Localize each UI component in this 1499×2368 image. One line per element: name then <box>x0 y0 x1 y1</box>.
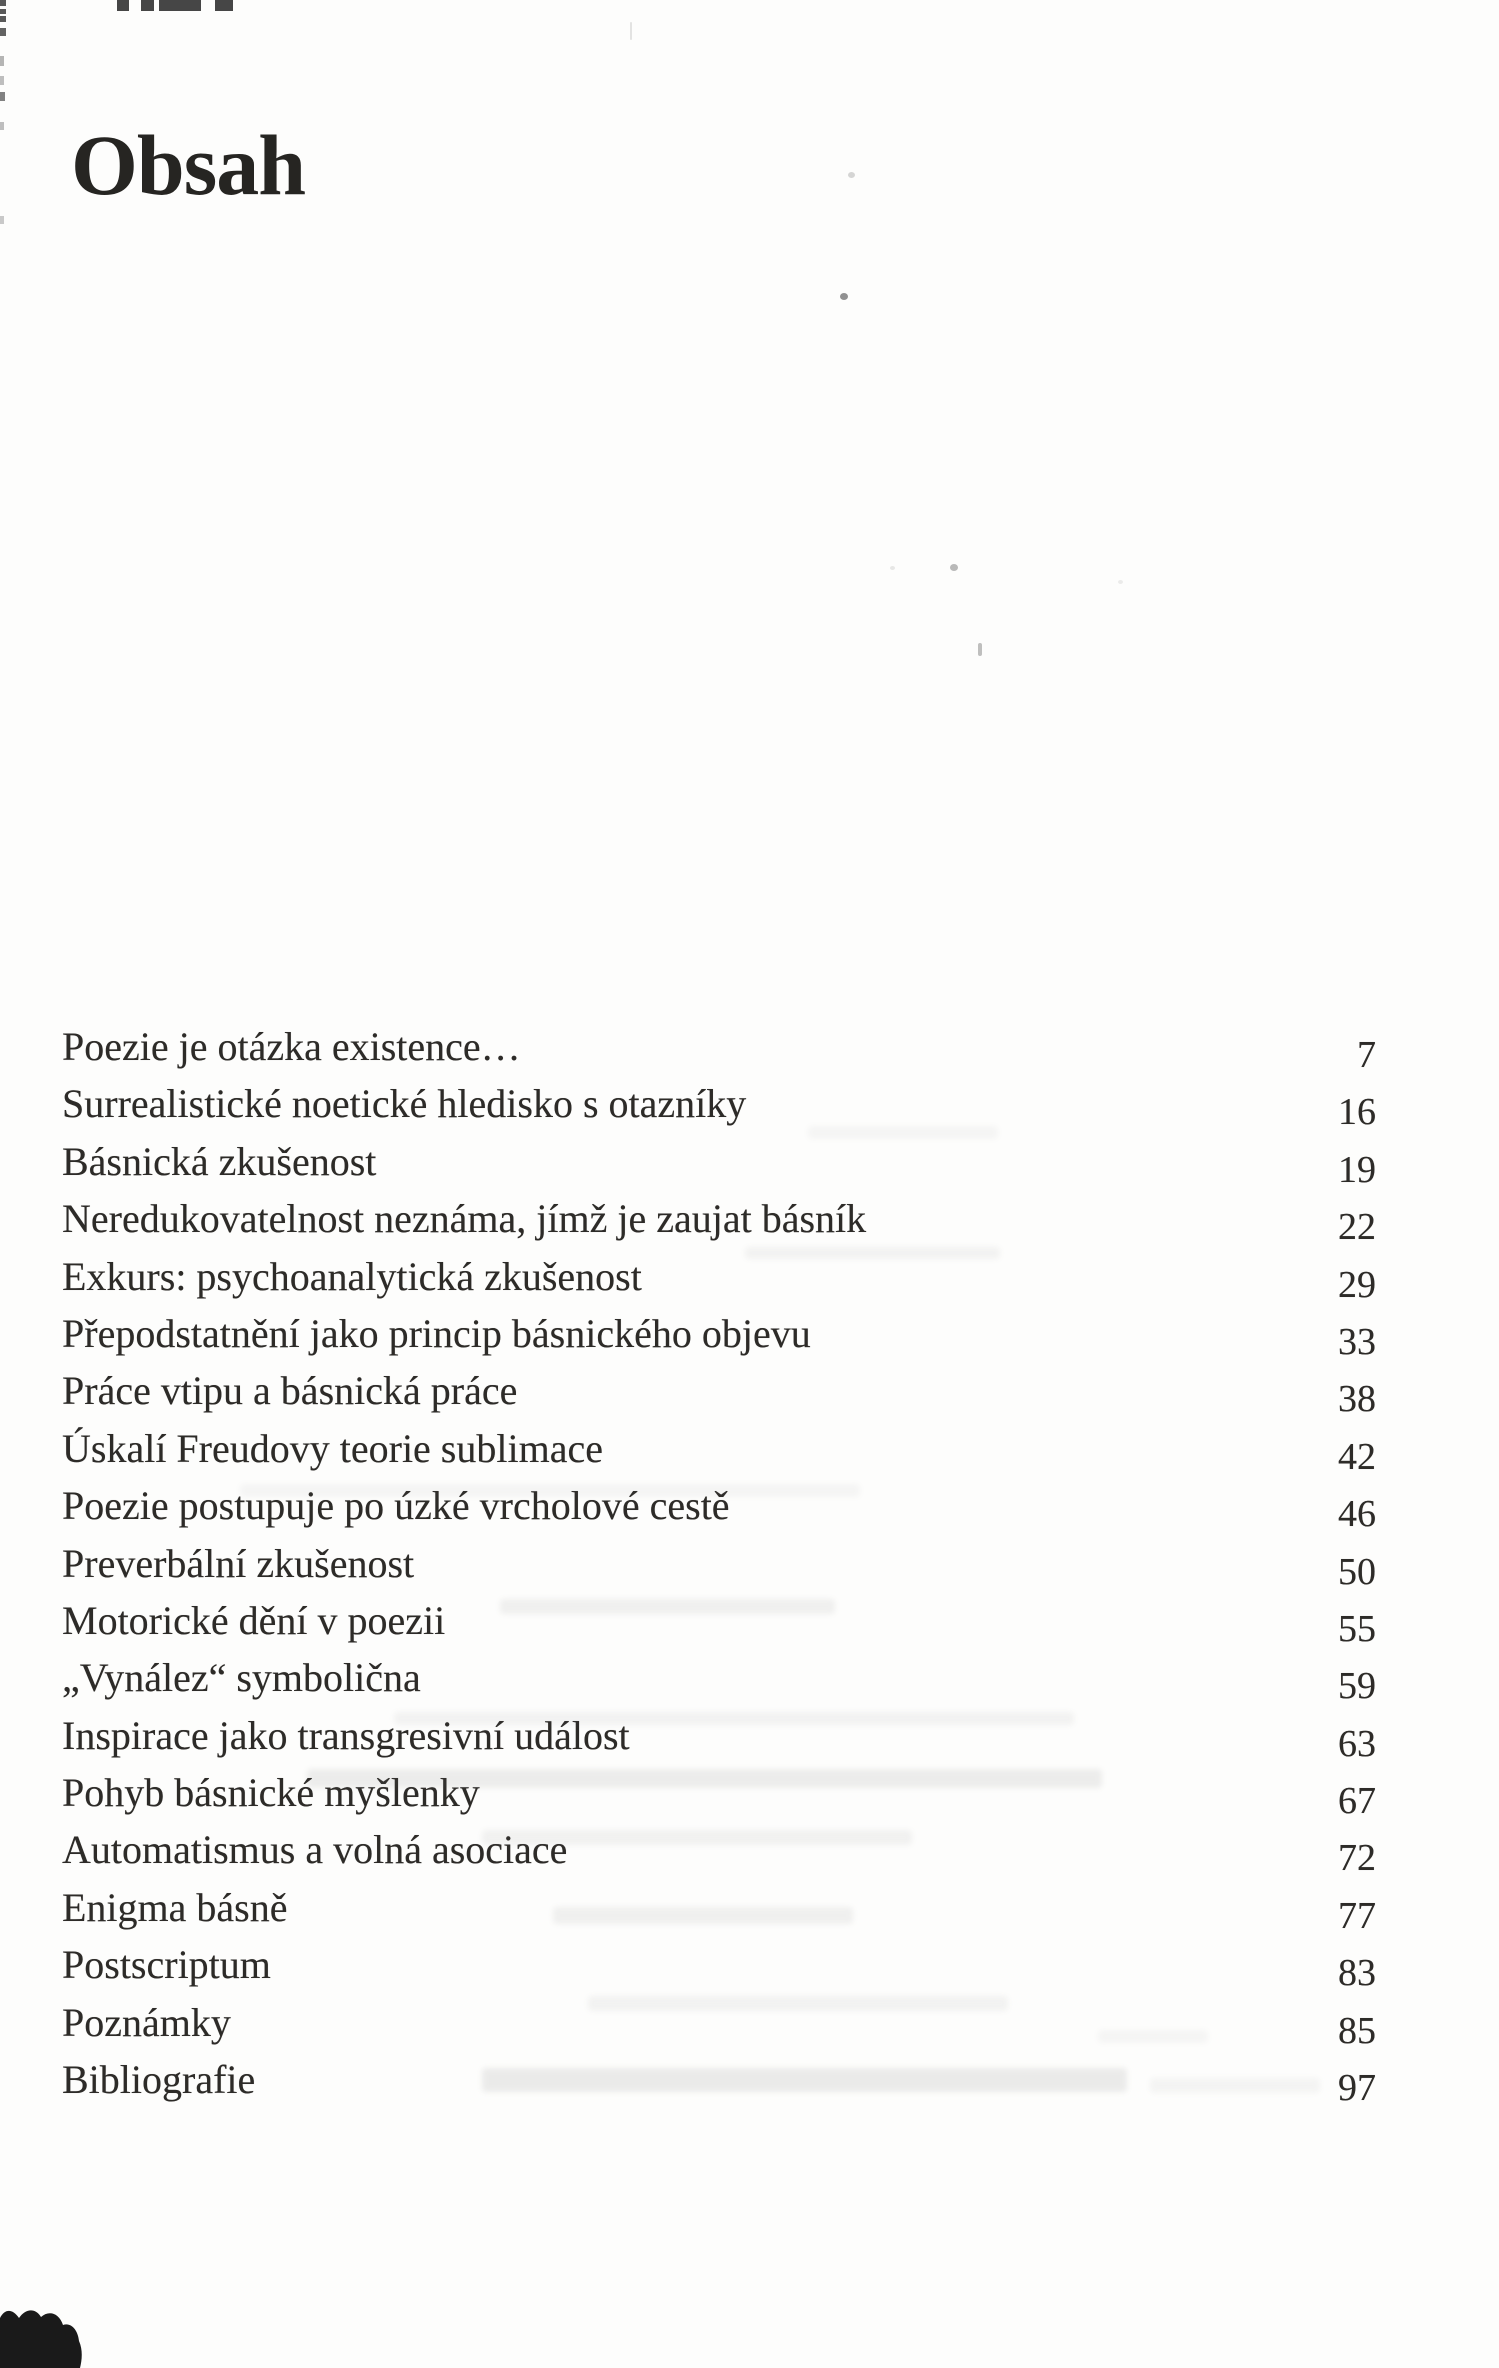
toc-entry-page-number: 16 <box>1338 1091 1376 1134</box>
toc-entry-title: Poezie je otázka existence… <box>62 1024 521 1069</box>
toc-entry-title: Motorické dění v poezii <box>62 1597 446 1643</box>
scan-mark-top-bar <box>215 0 233 11</box>
scan-mark-left-edge <box>0 122 4 130</box>
toc-entry-title: Neredukovatelnost neznáma, jímž je zaujat básník <box>62 1196 867 1242</box>
toc-entry-title: Enigma básně <box>62 1884 288 1930</box>
ghost-text-smudge <box>394 1712 1074 1725</box>
toc-row <box>62 1133 1376 1190</box>
scan-mark-top-bar <box>117 0 129 11</box>
scan-mark-left-edge <box>0 16 6 22</box>
ghost-text-smudge <box>745 1247 1000 1259</box>
scan-mark-left-edge <box>0 92 5 101</box>
scan-mark-left-edge <box>0 56 4 66</box>
toc-row <box>62 1535 1376 1592</box>
dust-speck <box>630 22 632 40</box>
toc-entry-page-number: 97 <box>1338 2067 1376 2110</box>
ghost-text-smudge <box>482 2068 1127 2092</box>
toc-entry-title: Preverbální zkušenost <box>62 1540 415 1586</box>
toc-entry-page-number: 22 <box>1338 1206 1376 1249</box>
toc-row <box>62 1075 1376 1132</box>
toc-row <box>62 1190 1376 1247</box>
dust-speck <box>840 293 848 300</box>
toc-entry-title: Poznámky <box>62 1999 231 2045</box>
toc-entry-page-number: 46 <box>1338 1493 1376 1536</box>
toc-row <box>62 1018 1376 1075</box>
toc-entry-title: Exkurs: psychoanalytická zkušenost <box>62 1253 642 1299</box>
toc-entry-page-number: 50 <box>1338 1550 1376 1593</box>
ghost-text-smudge <box>553 1907 853 1924</box>
toc-entry-page-number: 19 <box>1338 1148 1376 1191</box>
scan-blob-bottom-left <box>0 2306 90 2368</box>
toc-row <box>62 1420 1376 1477</box>
scan-mark-left-edge <box>0 0 6 6</box>
toc-row <box>62 1362 1376 1419</box>
scan-mark-top-bar <box>141 0 154 11</box>
toc-entry-page-number: 29 <box>1338 1263 1376 1306</box>
ghost-text-smudge <box>240 1484 860 1497</box>
toc-entry-title: „Vynález“ symbolična <box>62 1655 421 1701</box>
ghost-text-smudge <box>482 1830 912 1845</box>
toc-entry-title: Bibliografie <box>62 2057 256 2103</box>
toc-row <box>62 1248 1376 1305</box>
toc-entry-title: Básnická zkušenost <box>62 1138 377 1184</box>
toc-entry-title: Postscriptum <box>62 1942 271 1988</box>
toc-entry-page-number: 33 <box>1338 1320 1376 1363</box>
toc-entry-title: Úskalí Freudovy teorie sublimace <box>62 1425 603 1471</box>
toc-entry-title: Pohyb básnické myšlenky <box>62 1770 480 1816</box>
ghost-text-smudge <box>307 1769 1102 1788</box>
toc-entry-page-number: 38 <box>1338 1378 1376 1421</box>
toc-list <box>62 1018 1376 2108</box>
toc-entry-page-number: 77 <box>1338 1894 1376 1937</box>
toc-entry-title: Inspirace jako transgresivní událost <box>62 1712 630 1758</box>
ghost-text-smudge <box>1098 2030 1208 2043</box>
toc-entry-page-number: 63 <box>1338 1722 1376 1765</box>
scan-mark-left-edge <box>0 28 6 36</box>
toc-row <box>62 1936 1376 1993</box>
toc-entry-title: Poezie postupuje po úzké vrcholové cestě <box>62 1483 730 1529</box>
toc-entry-page-number: 55 <box>1338 1607 1376 1650</box>
toc-row <box>62 1649 1376 1706</box>
scan-mark-left-edge <box>0 216 4 224</box>
toc-entry-title: Přepodstatnění jako princip básnického objevu <box>62 1310 811 1356</box>
toc-entry-page-number: 83 <box>1338 1952 1376 1995</box>
page-title: Obsah <box>71 117 306 213</box>
ghost-text-smudge <box>500 1599 835 1614</box>
toc-entry-page-number: 42 <box>1338 1435 1376 1478</box>
dust-speck <box>978 643 982 656</box>
scan-mark-top-bar <box>159 0 201 11</box>
ghost-text-smudge <box>1150 2078 1320 2093</box>
toc-entry-page-number: 7 <box>1357 1034 1376 1076</box>
dust-speck <box>1118 580 1123 584</box>
toc-entry-page-number: 85 <box>1338 2009 1376 2052</box>
ghost-text-smudge <box>588 1996 1008 2011</box>
toc-entry-title: Surrealistické noetické hledisko s otazníky <box>62 1081 747 1127</box>
dust-speck <box>950 564 958 571</box>
toc-entry-page-number: 59 <box>1338 1665 1376 1708</box>
toc-entry-page-number: 72 <box>1338 1837 1376 1880</box>
dust-speck <box>848 172 855 178</box>
scan-mark-left-edge <box>0 76 4 85</box>
scan-mark-left-edge <box>0 9 6 14</box>
toc-entry-title: Automatismus a volná asociace <box>62 1827 568 1873</box>
toc-entry-page-number: 67 <box>1338 1780 1376 1823</box>
ghost-text-smudge <box>808 1126 998 1139</box>
toc-entry-title: Práce vtipu a básnická práce <box>62 1368 518 1414</box>
dust-speck <box>890 566 895 570</box>
toc-row <box>62 1305 1376 1362</box>
